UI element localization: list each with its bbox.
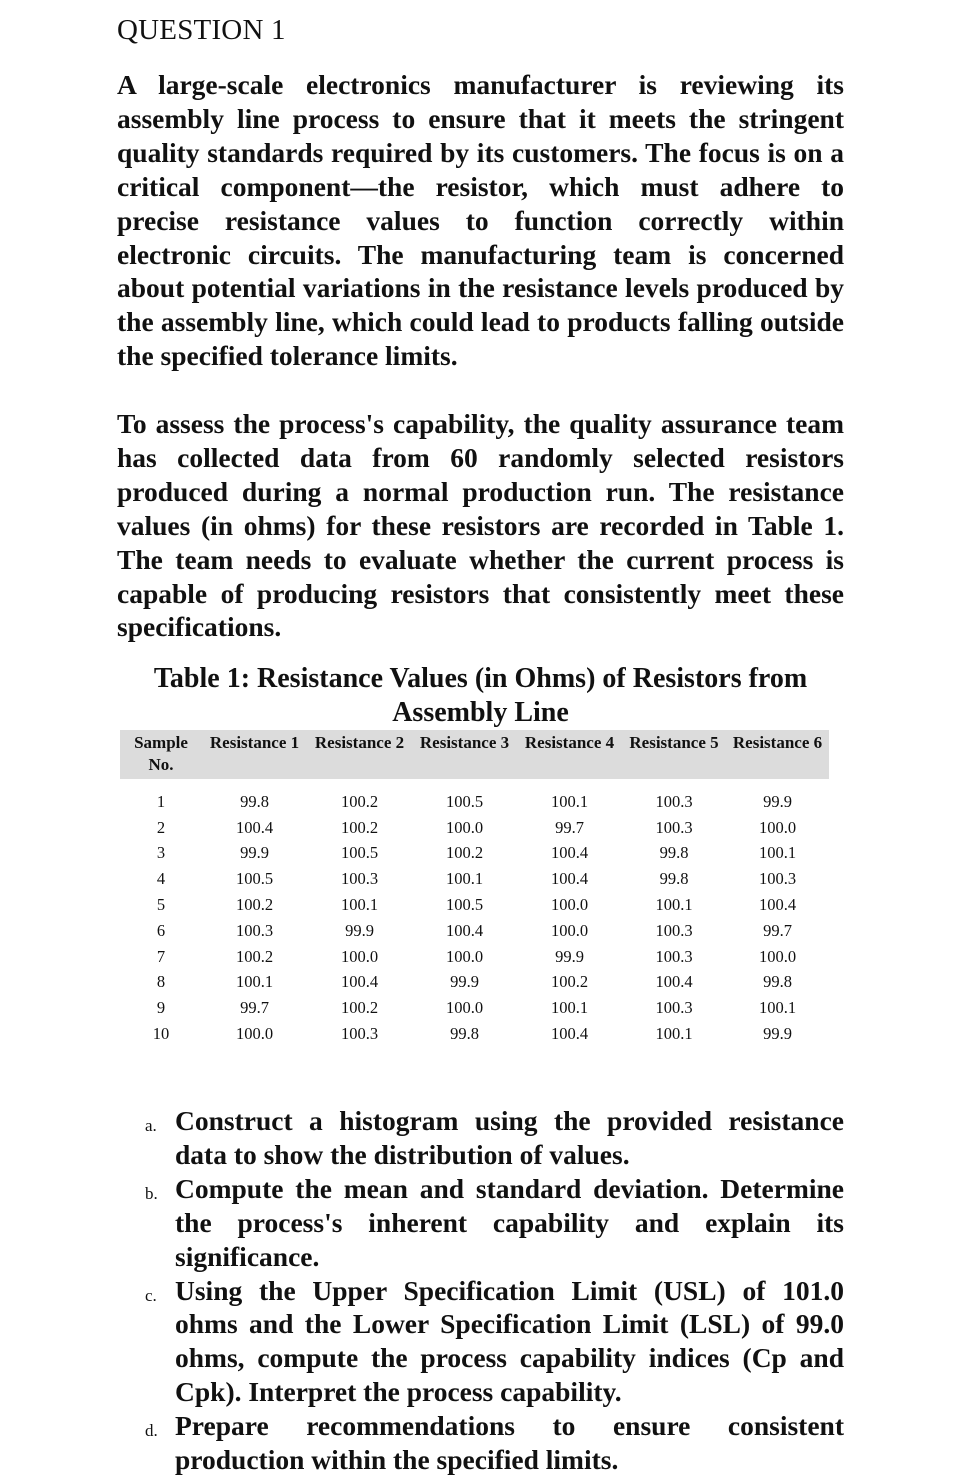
header-resistance-3: Resistance 3 (419, 733, 510, 752)
resistance-value-cell: 99.9 (763, 1024, 792, 1044)
resistance-value-cell: 100.1 (758, 843, 797, 863)
resistance-value-cell: 100.0 (550, 895, 589, 915)
sample-number-cell: 10 (152, 1024, 170, 1044)
resistance-value-cell: 100.0 (758, 946, 797, 966)
resistance-value-cell: 100.3 (340, 869, 379, 889)
table-caption-text: Table 1: Resistance Values (in Ohms) of Resistors from Assembly Line (153, 663, 808, 728)
table-row (120, 970, 829, 996)
resistance-value-cell: 99.9 (450, 972, 479, 992)
sample-number-cell: 9 (156, 998, 166, 1018)
resistance-value-cell: 100.1 (758, 998, 797, 1018)
header-resistance-5: Resistance 5 (629, 733, 719, 752)
table-row (120, 944, 829, 970)
resistance-value-cell: 100.2 (550, 972, 589, 992)
resistance-value-cell: 100.5 (445, 895, 484, 915)
resistance-value-cell: 100.1 (445, 869, 484, 889)
question-text: Using the Upper Specification Limit (USL) of 101.0 ohms and the Lower Specification Limit (LSL) of 99.0 ohms, compute the process capability indices (Cp and Cpk). Interpret the process capability. (175, 1274, 844, 1408)
resistance-value-cell: 100.1 (550, 998, 589, 1018)
resistance-value-cell: 100.3 (235, 920, 274, 940)
resistance-value-cell: 100.3 (655, 946, 693, 966)
resistance-value-cell: 100.2 (340, 791, 379, 811)
question-text: Construct a histogram using the provided resistance data to show the distribution of values. (175, 1105, 844, 1170)
resistance-value-cell: 100.3 (655, 817, 693, 837)
sample-number-cell: 2 (156, 817, 166, 837)
question-marker: a. (145, 1116, 157, 1135)
resistance-value-cell: 100.4 (550, 869, 589, 889)
resistance-value-cell: 100.3 (655, 791, 693, 811)
resistance-value-cell: 100.0 (445, 946, 484, 966)
table-row (120, 1021, 829, 1047)
resistance-value-cell: 100.2 (340, 998, 379, 1018)
resistance-value-cell: 100.3 (758, 869, 797, 889)
resistance-value-cell: 100.4 (550, 843, 589, 863)
resistance-value-cell: 100.5 (340, 843, 379, 863)
resistance-value-cell: 100.2 (235, 946, 274, 966)
resistance-value-cell: 99.7 (555, 817, 584, 837)
resistance-value-cell: 100.0 (235, 1024, 274, 1044)
table-row (120, 918, 829, 944)
resistance-value-cell: 99.9 (763, 791, 792, 811)
header-resistance-6: Resistance 6 (732, 733, 823, 752)
resistance-value-cell: 100.0 (550, 920, 589, 940)
resistance-value-cell: 99.9 (555, 946, 584, 966)
resistance-value-cell: 100.2 (340, 817, 379, 837)
resistance-value-cell: 99.9 (345, 920, 374, 940)
question-item (117, 1104, 844, 1172)
resistance-value-cell: 100.3 (655, 998, 693, 1018)
resistance-value-cell: 100.4 (655, 972, 693, 992)
resistance-value-cell: 99.8 (450, 1024, 479, 1044)
question-text: Prepare recommendations to ensure consistent production within the specified limits. (175, 1410, 844, 1476)
resistance-value-cell: 100.4 (235, 817, 274, 837)
header-resistance-1: Resistance 1 (209, 733, 300, 752)
intro-paragraph: A large-scale electronics manufacturer is reviewing its assembly line process to ensure that it meets the stringent quality standards required by its customers. The focus is on a critical component—the resistor, which must adhere to precise resistance values to function correctly within electronic circuits. The manufacturing team is concerned about potential variations in the resistance levels produced by the assembly line, which could lead to products falling outside the specified tolerance limits. (117, 69, 844, 372)
resistance-value-cell: 100.4 (340, 972, 379, 992)
question-marker: c. (145, 1285, 157, 1305)
sample-number-cell: 8 (156, 972, 166, 992)
assessment-paragraph: To assess the process's capability, the quality assurance team has collected data from 60 randomly selected resistors produced during a normal production run. The resistance values (in ohms) for these resistors are recorded in Table 1. The team needs to evaluate whether the current process is capable of producing resistors that consistently meet these specifications. (117, 408, 844, 643)
resistance-value-cell: 100.3 (340, 1024, 379, 1044)
resistance-value-cell: 99.7 (240, 998, 269, 1018)
header-sample-no: Sample No. (134, 733, 188, 774)
resistance-value-cell: 100.1 (655, 1024, 693, 1044)
resistance-value-cell: 100.0 (758, 817, 797, 837)
resistance-table (120, 730, 829, 1047)
header-resistance-4: Resistance 4 (524, 733, 615, 752)
table-row (120, 866, 829, 892)
resistance-value-cell: 100.1 (655, 895, 693, 915)
table-row (120, 892, 829, 918)
resistance-value-cell: 100.0 (445, 817, 484, 837)
question-text: Compute the mean and standard deviation. Determine the process's inherent capability and explain its significance. (175, 1172, 844, 1272)
sample-number-cell: 7 (156, 946, 166, 966)
table-body (120, 779, 829, 1047)
table-caption (117, 662, 844, 730)
sample-number-cell: 3 (156, 843, 166, 863)
resistance-value-cell: 99.8 (659, 869, 689, 889)
sample-number-cell: 6 (156, 920, 166, 940)
resistance-value-cell: 100.1 (550, 791, 589, 811)
resistance-value-cell: 99.7 (763, 920, 792, 940)
resistance-value-cell: 100.2 (235, 895, 274, 915)
header-resistance-2: Resistance 2 (314, 733, 405, 752)
resistance-value-cell: 100.5 (445, 791, 484, 811)
sample-number-cell: 5 (156, 895, 166, 915)
resistance-value-cell: 100.3 (655, 920, 693, 940)
table-row (120, 995, 829, 1021)
resistance-value-cell: 100.4 (758, 895, 797, 915)
table-header-row (120, 730, 829, 779)
resistance-value-cell: 100.5 (235, 869, 274, 889)
table-row (120, 815, 829, 841)
resistance-value-cell: 100.1 (235, 972, 274, 992)
resistance-value-cell: 99.8 (763, 972, 792, 992)
question-heading: QUESTION 1 (117, 14, 286, 46)
sample-number-cell: 1 (156, 791, 166, 811)
question-marker: d. (145, 1421, 158, 1441)
resistance-value-cell: 100.4 (445, 920, 484, 940)
resistance-value-cell: 100.4 (550, 1024, 589, 1044)
table-row (120, 779, 829, 815)
question-list (117, 1104, 844, 1477)
sample-number-cell: 4 (156, 869, 166, 889)
question-item (117, 1409, 844, 1477)
question-item (117, 1274, 844, 1410)
table-row (120, 841, 829, 867)
resistance-value-cell: 99.8 (659, 843, 689, 863)
question-item (117, 1172, 844, 1274)
resistance-value-cell: 99.8 (240, 791, 269, 811)
question-marker: b. (145, 1183, 158, 1203)
resistance-value-cell: 100.1 (340, 895, 379, 915)
resistance-value-cell: 100.0 (340, 946, 379, 966)
resistance-value-cell: 100.2 (445, 843, 484, 863)
resistance-value-cell: 100.0 (445, 998, 484, 1018)
resistance-value-cell: 99.9 (240, 843, 269, 863)
